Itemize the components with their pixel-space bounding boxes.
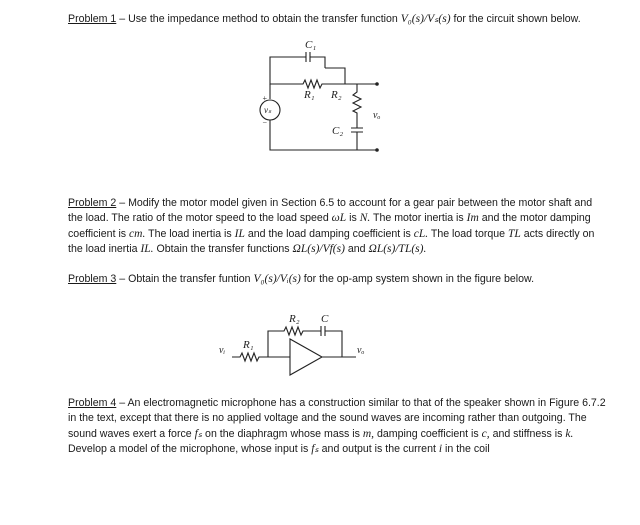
vs-label: vₛ: [264, 105, 272, 115]
vo-label: vₒ: [373, 110, 381, 121]
r2-op-label: R₂: [289, 313, 300, 325]
problem-3-text: Problem 3 – Obtain the transfer funtion V₀(s)/Vᵢ(s) for the op-amp system shown in the figure below.: [68, 273, 535, 285]
r2-label: R₂: [331, 89, 342, 101]
problem-1-text: Problem 1 – Use the impedance method to obtain the transfer function V₀(s)/Vₛ(s) for the circuit shown below.: [68, 13, 581, 25]
r1-op-label: R₁: [243, 339, 254, 351]
r1-label: R₁: [304, 89, 315, 101]
problem-4-label: Problem 4: [68, 397, 117, 409]
vo-op-label: vₒ: [357, 345, 365, 356]
problem-2-label: Problem 2: [68, 197, 117, 209]
problem-3-label: Problem 3: [68, 273, 117, 285]
c2-label: C₂: [332, 125, 344, 137]
problem-4-text: Problem 4 – An electromagnetic microphone has a construction similar to that of the speaker shown in Figure 6.7.2 in the text, except that there is no applied voltage and the sound waves are incoming rather than outgoing. The sound waves exert a force fₛ on the diaphragm whose mass is m, damping coefficient is c, and stiffness is k. Develop a model of the microphone, whose input is fₛ and output is the current i in the coil: [68, 397, 606, 456]
minus-sign: −: [262, 118, 268, 127]
vi-label: vᵢ: [219, 345, 226, 356]
plus-sign: +: [262, 94, 268, 103]
c-op-label: C: [321, 313, 329, 325]
c1-label: C₁: [305, 39, 317, 51]
problem-2-text: Problem 2 – Modify the motor model given in Section 6.5 to account for a gear pair between the motor shaft and the load. The ratio of the motor speed to the load speed ωL is N. The motor inertia is Im and the motor damping coefficient is cm. The load inertia is IL and the load damping coefficient is cL. The load torque TL acts directly on the load inertia IL. Obtain the transfer functions ΩL(s)/Vf(s) and ΩL(s)/TL(s).: [68, 197, 595, 256]
problem-1-label: Problem 1: [68, 13, 117, 25]
transfer-function: V₀(s)/Vₛ(s): [400, 13, 451, 25]
